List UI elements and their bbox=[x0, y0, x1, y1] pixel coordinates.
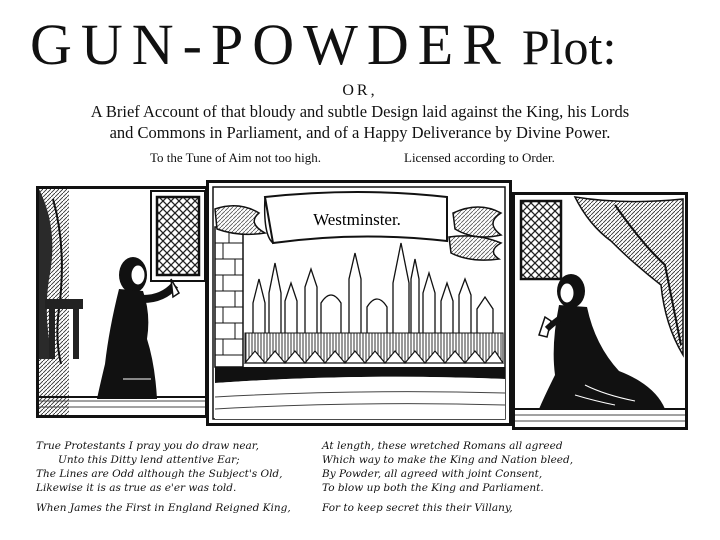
verse-column-left bbox=[36, 439, 291, 515]
subtitle-or: OR, bbox=[342, 82, 378, 99]
subtitle-line-2: and Commons in Parliament, and of a Happy Deliverance by Divine Power. bbox=[109, 123, 611, 142]
verse-right-line-2: Which way to make the King and Nation bleed, bbox=[322, 454, 574, 466]
verse-left-line-1: True Protestants I pray you do draw near, bbox=[36, 440, 260, 452]
tune-note: To the Tune of Aim not too high. bbox=[150, 150, 321, 165]
kneeling-man-woodcut bbox=[39, 189, 205, 415]
title-plot: Plot: bbox=[521, 19, 617, 75]
westminster-cityscape-woodcut bbox=[209, 183, 509, 423]
verse-right-line-3: By Powder, all agreed with joint Consent, bbox=[322, 468, 543, 480]
verse-right-line-4: To blow up both the King and Parliament. bbox=[322, 482, 544, 494]
subtitle-line-1: A Brief Account of that bloudy and subtle Design laid against the King, his Lords bbox=[90, 102, 630, 121]
woodcut-westminster-panel bbox=[206, 180, 512, 426]
banner-westminster: Westminster. bbox=[313, 210, 401, 229]
title-gunpowder: GUN-POWDER bbox=[30, 12, 510, 77]
verse-left-line-2: Unto this Ditty lend attentive Ear; bbox=[58, 454, 240, 466]
verse-column-right bbox=[322, 439, 573, 515]
verse-left-line-5: When James the First in England Reigned King, bbox=[36, 502, 291, 514]
licensed-note: Licensed according to Order. bbox=[404, 150, 555, 165]
verse-left-line-3: The Lines are Odd although the Subject's Old, bbox=[36, 468, 283, 480]
kneeling-woman-woodcut bbox=[515, 195, 685, 427]
broadside-title bbox=[30, 14, 700, 76]
verse-right-line-1: At length, these wretched Romans all agreed bbox=[322, 440, 563, 452]
woodcut-right-panel bbox=[512, 192, 688, 430]
verse-left-line-4: Likewise it is as true as e'er was told. bbox=[36, 482, 237, 494]
woodcut-left-panel bbox=[36, 186, 208, 418]
verse-right-line-5: For to keep secret this their Villany, bbox=[322, 502, 513, 514]
